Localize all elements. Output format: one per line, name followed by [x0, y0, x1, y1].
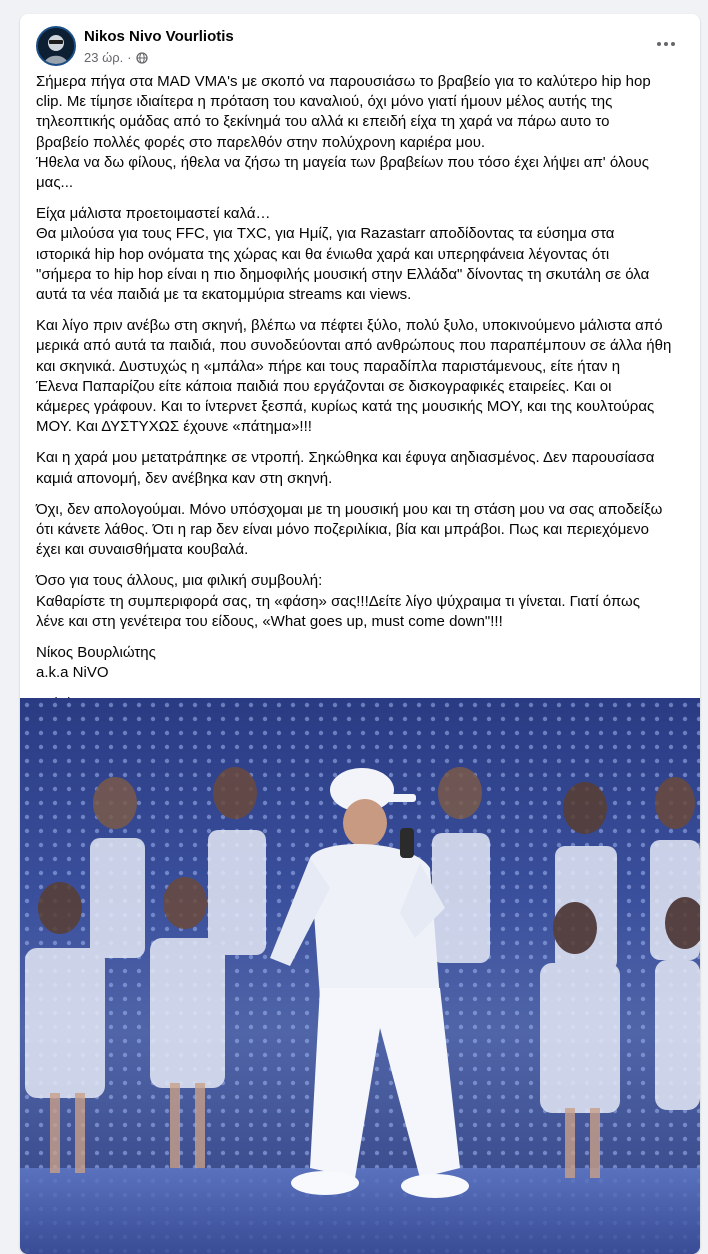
post-paragraph — [36, 316, 688, 437]
performer-on-stage-photo[interactable] — [20, 698, 700, 1254]
post-text-line: και σκηνικά. Δυστυχώς η «μπάλα» πήρε και τους παραδίπλα παριστάμενους, είτε ήταν η — [36, 357, 621, 375]
post-text-line: καμιά απονομή, δεν ανέβηκα καν στη σκηνή. — [36, 469, 333, 487]
post-text-line: Καθαρίστε τη συμπεριφορά σας, τη «φάση» σας!!!Δείτε λίγο ψύχραιμα τι γίνεται. Γιατί όπως — [36, 592, 640, 610]
post-paragraph — [36, 204, 688, 305]
post-text-line: ΜΟΥ. Και ΔΥΣΤΥΧΩΣ έχουνε «πάτημα»!!! — [36, 418, 312, 436]
post-text-line: Ήθελα να δω φίλους, ήθελα να ζήσω τη μαγεία των βραβείων που τόσο έχει λήψει απ' όλους — [36, 153, 649, 171]
author-avatar[interactable] — [36, 26, 76, 66]
meta-separator: · — [127, 50, 132, 65]
post-text-line: ιστορικά hip hop ονόματα της χώρας και θα ένιωθα χαρά και υπερηφάνεια λέγοντας ότι — [36, 245, 610, 263]
post-paragraph — [36, 643, 688, 683]
post-text-line: Όσο για τους άλλους, μια φιλική συμβουλή: — [36, 572, 323, 590]
post-text-line: Είχα μάλιστα προετοιμαστεί καλά… — [36, 205, 271, 223]
post-text-line: ότι κάνετε λάθος. Ότι η rap δεν είναι μόνο ποζεριλίκια, βία και μπράβοι. Πως και περιεχόμενο — [36, 521, 649, 539]
more-options-icon[interactable] — [648, 32, 684, 56]
post-text-line: λένε και στη γενέτειρα του είδους, «What goes up, must come down"!!! — [36, 612, 503, 630]
post-text-line: κάμερες γράφουν. Και το ίντερνετ ξεσπά, κυρίως κατά της μουσικής ΜΟΥ, και της κουλτούρας — [36, 398, 655, 416]
photo-illustration — [20, 698, 700, 1254]
post-text-line: έχει και συναισθήματα κουβαλά. — [36, 541, 249, 559]
post-paragraph — [36, 571, 688, 632]
post-text-line: "σήμερα το hip hop είναι η πιο δημοφιλής μουσική στην Ελλάδα" δίνοντας τη σκυτάλη σε όλα — [36, 265, 650, 283]
post-text-line: αυτά τα νέα παιδιά με τα εκατομμύρια streams και views. — [36, 286, 412, 304]
globe-icon[interactable] — [136, 52, 148, 64]
post-meta — [84, 50, 148, 65]
post-paragraph — [36, 448, 688, 488]
post-text-line: Θα μιλούσα για τους FFC, για TXC, για Ημίζ, για Razastarr αποδίδοντας τα εύσημα στα — [36, 225, 615, 243]
post-text — [36, 72, 688, 726]
post-text-line: Όχι, δεν απολογούμαι. Μόνο υπόσχομαι με τη μουσική μου και τη στάση μου να σας αποδείξω — [36, 500, 663, 518]
author-name[interactable]: Nikos Nivo Vourliotis — [84, 28, 234, 45]
avatar-image — [38, 28, 74, 64]
post-text-line: Και η χαρά μου μετατράπηκε σε ντροπή. Σηκώθηκα και έφυγα αηδιασμένος. Δεν παρουσίασα — [36, 449, 655, 467]
post-text-line: Σήμερα πήγα στα MAD VMA's με σκοπό να παρουσιάσω το βραβείο για το καλύτερο hip hop — [36, 73, 651, 90]
post-text-line: βραβείο πολλές φορές στο παρελθόν στην πολύχρονη καριέρα μου. — [36, 133, 486, 151]
more-dot — [657, 42, 661, 46]
post-text-line: clip. Με τίμησε ιδιαίτερα η πρόταση του καναλιού, όχι μόνο γιατί ήμουν μέλος αυτής της — [36, 93, 613, 111]
more-dot — [664, 42, 668, 46]
post-card — [20, 14, 700, 1254]
post-text-line: a.k.a NiVO — [36, 664, 109, 682]
post-text-line: Έλενα Παπαρίζου είτε κάποια παιδιά που εργάζονται σε δισκογραφικές εταιρείες. Και οι — [36, 377, 612, 395]
post-text-line: Και λίγο πριν ανέβω στη σκηνή, βλέπω να πέφτει ξύλο, πολύ ξυλο, υποκινούμενο μάλιστα από — [36, 317, 663, 335]
post-paragraph — [36, 500, 688, 561]
post-text-line: Νίκος Βουρλιώτης — [36, 644, 156, 662]
post-text-line: τηλεοπτικής ομάδας από το ξεκίνημά του αλλά κι επειδή είχα τη χαρά να πάρω αυτο το — [36, 113, 610, 131]
more-dot — [671, 42, 675, 46]
post-time[interactable]: 23 ώρ. — [84, 50, 124, 65]
post-paragraph — [36, 72, 688, 193]
post-text-line: μας... — [36, 174, 74, 192]
post-text-line: μερικά από αυτά τα παιδιά, που συνοδεύονται από ανθρώπους που παραπέμπουν σε άλλα ήθη — [36, 337, 672, 355]
